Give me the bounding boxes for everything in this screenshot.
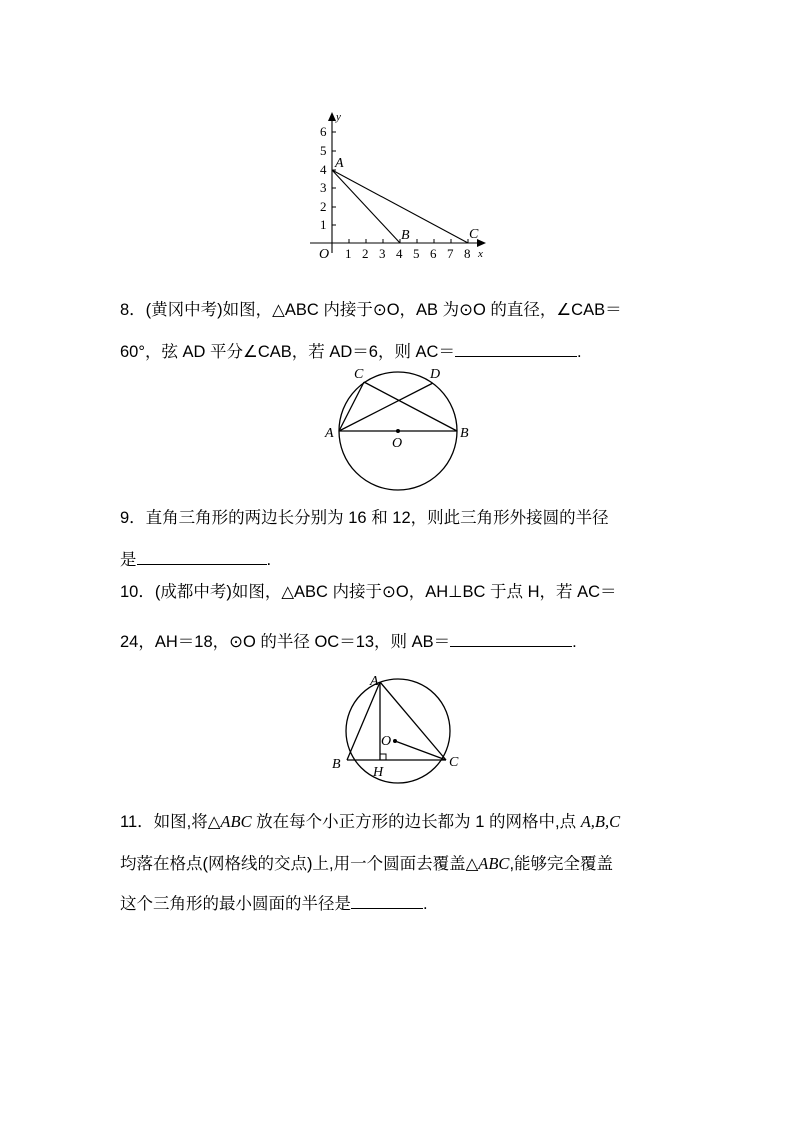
x-arrow-icon [477,239,486,247]
point-B-label: B [460,426,469,441]
point-A-label: A [335,156,344,171]
point-B-label: B [332,757,341,772]
center-dot [393,739,397,743]
x-tick-label: 1 [345,246,352,261]
y-tick-label: 3 [320,180,327,195]
x-tick-label: 2 [362,246,369,261]
q10-line1: 10．(成都中考)如图，△ABC 内接于⊙O，AH⊥BC 于点 H，若 AC＝ [120,583,617,601]
q8-line2: 60°，弦 AD 平分∠CAB，若 AD＝6，则 AC＝ . [120,338,582,362]
center-O-label: O [381,734,392,749]
y-tick-label: 5 [320,143,327,158]
answer-blank[interactable] [351,891,423,909]
x-axis-label: x [478,248,483,260]
circle-O [346,679,450,783]
side-AB [347,682,380,760]
q11-line1: 11．如图,将△ABC 放在每个小正方形的边长都为 1 的网格中,点 A,B,C [120,812,621,831]
x-tick-label: 4 [396,246,403,261]
y-tick-label: 1 [320,217,327,232]
answer-blank[interactable] [450,629,572,647]
x-tick-label: 3 [379,246,386,261]
x-tick-label: 5 [413,246,420,261]
circle-figure-q10 [326,668,476,786]
point-A-label: A [325,426,334,441]
point-H-label: H [373,765,384,780]
point-C-label: C [354,367,364,382]
point-C-label: C [449,755,459,770]
answer-blank[interactable] [455,339,577,357]
chord-AD [339,383,433,431]
chord-AC [339,382,364,431]
point-C-label: C [469,227,479,242]
x-tick-label: 8 [464,246,471,261]
chord-CB [364,382,457,431]
answer-blank[interactable] [137,547,267,565]
y-arrow-icon [328,112,336,121]
q11-line2: 均落在格点(网格线的交点)上,用一个圆面去覆盖△ABC,能够完全覆盖 [120,854,614,873]
segment-AB [332,170,400,243]
x-tick-label: 6 [430,246,437,261]
y-tick-label: 6 [320,124,327,139]
origin-label: O [319,247,330,262]
coordinate-figure [300,108,495,260]
x-tick-label: 7 [447,246,454,261]
center-dot [396,429,400,433]
point-A-label: A [370,674,379,689]
q9-line2: 是 . [120,546,271,570]
point-B-label: B [401,228,410,243]
q8-line1: 8．(黄冈中考)如图，△ABC 内接于⊙O，AB 为⊙O 的直径，∠CAB＝ [120,301,622,319]
q9-line1: 9．直角三角形的两边长分别为 16 和 12，则此三角形外接圆的半径 [120,509,609,527]
center-O-label: O [392,436,403,451]
circle-figure-q8 [318,364,478,494]
q10-line2: 24，AH＝18，⊙O 的半径 OC＝13，则 AB＝ . [120,628,577,652]
right-angle-mark [380,754,386,760]
y-axis-label: y [336,111,341,123]
y-tick-label: 4 [320,162,327,177]
q11-line3: 这个三角形的最小圆面的半径是 . [120,890,428,914]
point-D-label: D [430,367,441,382]
segment-AC [332,170,468,243]
y-tick-label: 2 [320,199,327,214]
